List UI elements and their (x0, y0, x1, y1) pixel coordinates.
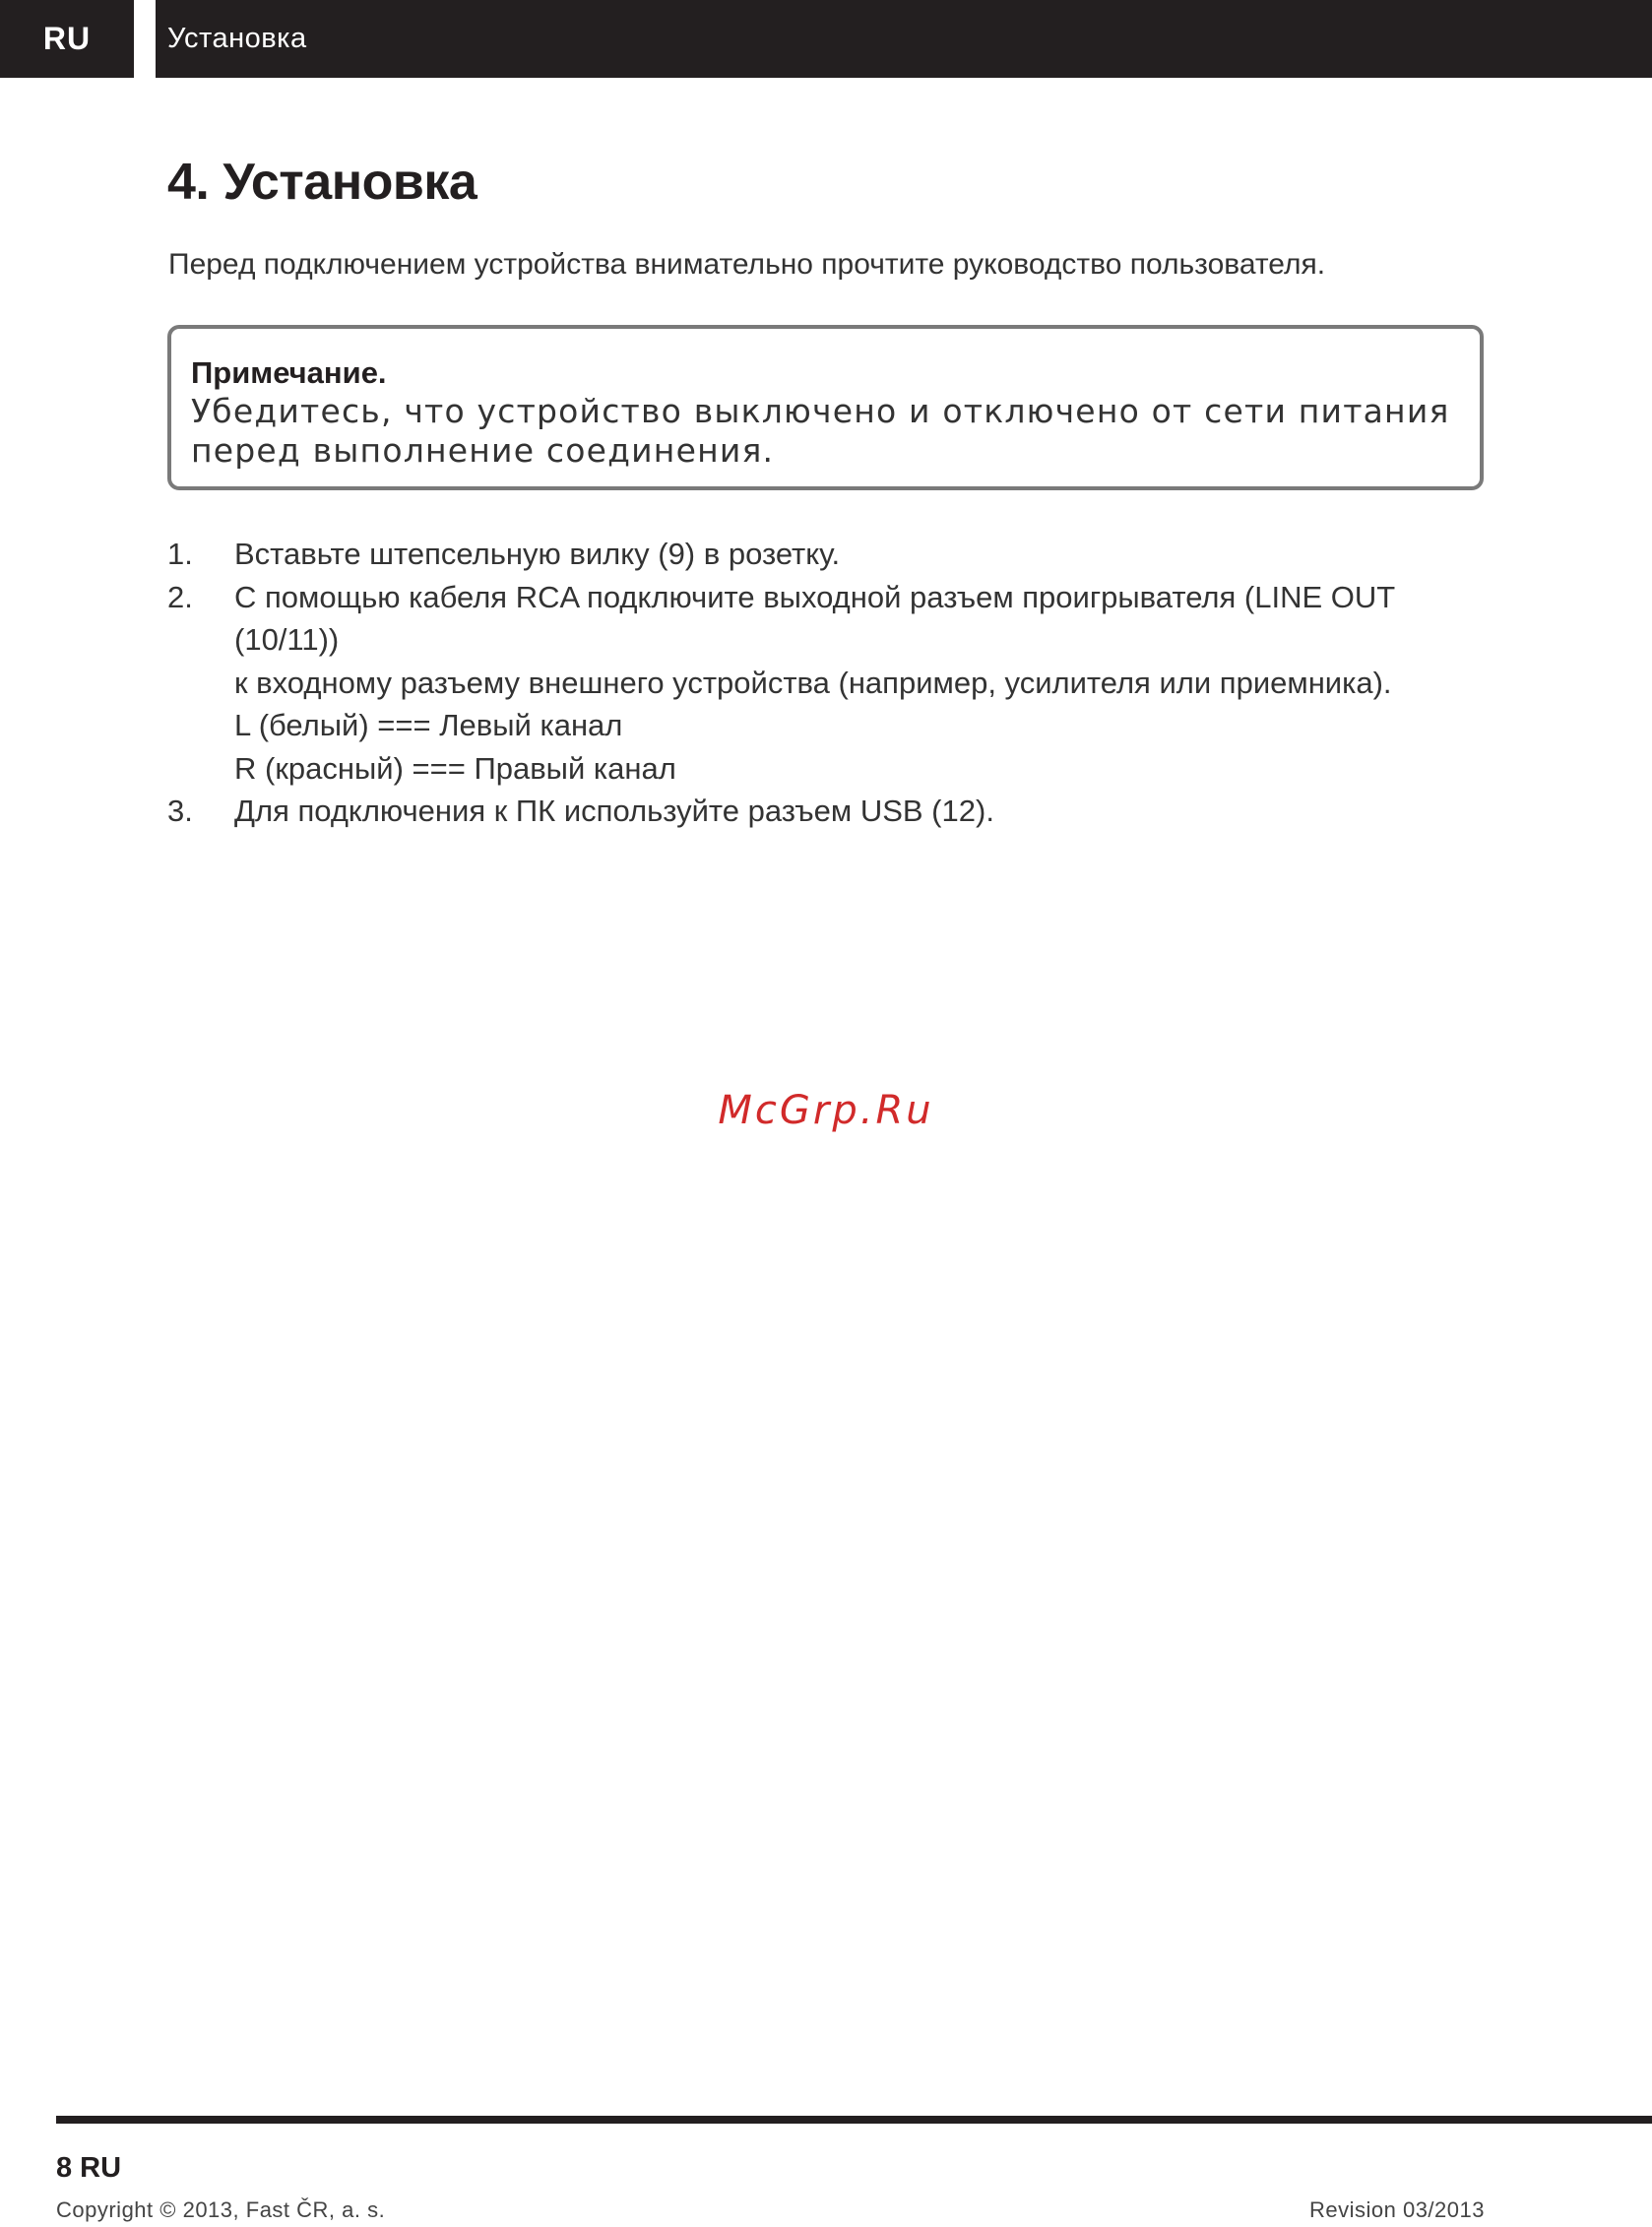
note-box (167, 325, 1484, 490)
step-body (234, 533, 1506, 576)
step-line: R (красный) === Правый канал (234, 750, 676, 786)
copyright-text: Copyright © 2013, Fast ČR, a. s. (56, 2197, 386, 2222)
footer-rule (56, 2116, 1652, 2124)
step-item (167, 533, 1506, 576)
step-number: 3. (167, 794, 193, 828)
step-number: 1. (167, 537, 193, 571)
note-title: Примечание. (191, 355, 387, 390)
step-body (234, 576, 1506, 791)
step-line: к входному разъему внешнего устройства (например, усилителя или приемника). (234, 665, 1392, 700)
revision-text: Revision 03/2013 (1308, 2197, 1485, 2222)
page-title: 4. Установка (167, 154, 477, 211)
step-number: 2. (167, 579, 193, 614)
language-label: RU (42, 21, 92, 56)
language-tab (0, 0, 156, 78)
step-line: L (белый) === Левый канал (234, 708, 623, 742)
header-section-label: Установка (167, 23, 307, 54)
steps-list (167, 533, 1506, 833)
step-item (167, 790, 1506, 833)
step-line: Вставьте штепсельную вилку (9) в розетку. (234, 537, 841, 571)
watermark-text: McGrp.Ru (718, 1088, 934, 1133)
step-item (167, 576, 1506, 791)
step-line: С помощью кабеля RCA подключите выходной разъем проигрывателя (LINE OUT (10/11)) (234, 579, 1395, 657)
intro-text: Перед подключением устройства внимательно прочтите руководство пользователя. (168, 248, 1326, 281)
page-number: 8 RU (56, 2152, 122, 2184)
step-body (234, 790, 1506, 833)
note-text: Убедитесь, что устройство выключено и отключено от сети питания перед выполнение соединения. (191, 392, 1450, 470)
step-line: Для подключения к ПК используйте разъем USB (12). (234, 794, 994, 828)
